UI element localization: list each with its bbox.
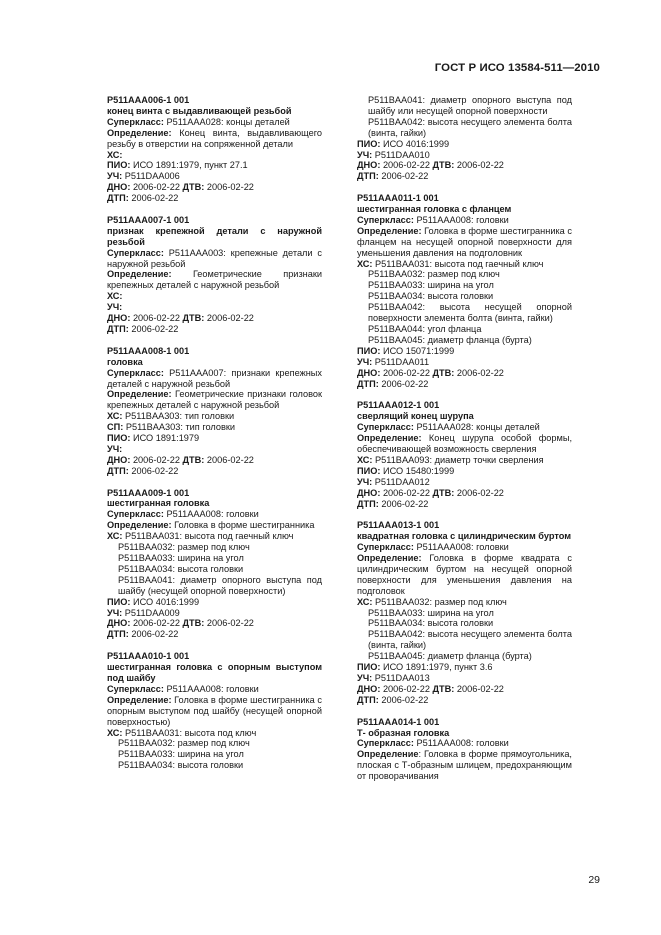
field-label: ХС: — [357, 454, 373, 465]
field-label: Суперкласс: — [107, 116, 164, 127]
field-line — [341, 695, 572, 706]
field-value: Конец винта, выдавливающего резьбу в отверстии на сопряженной детали — [107, 127, 322, 149]
field-line — [91, 389, 322, 411]
field-label: ПИО: — [107, 433, 131, 444]
field-label: ДТП: — [107, 465, 129, 476]
field-label: ДТП: — [357, 171, 379, 182]
field-label: ДТВ: — [432, 487, 455, 498]
field-line — [91, 509, 322, 520]
field-label: ПИО: — [357, 662, 381, 673]
field-value: P511BAA031: высота под гаечный ключ — [372, 258, 544, 269]
field-line — [91, 368, 322, 390]
field-label: Определение: — [107, 694, 172, 705]
field-value: Головка в форме шестигранника с опорным выступом под шайбу (несущей опорной поверхностью) — [107, 694, 322, 727]
field-label: ХС: — [107, 149, 123, 160]
term-code: P511AAA008-1 001 — [107, 345, 190, 356]
field-line — [91, 302, 322, 313]
field-line — [91, 597, 322, 608]
field-line — [91, 248, 322, 270]
field-label: ДТП: — [107, 193, 129, 204]
field-label: Определение: — [107, 269, 172, 280]
field-line — [91, 171, 322, 182]
field-label: Суперкласс: — [107, 683, 164, 694]
field-label: ПИО: — [357, 138, 381, 149]
term-title: шестигранная головка с опорным выступом под шайбу — [107, 662, 322, 683]
field-label: Суперкласс: — [357, 214, 414, 225]
term-entry — [341, 193, 572, 389]
field-value: 2006-02-22 — [380, 160, 433, 171]
field-label: Суперкласс: — [357, 422, 414, 433]
property-line: P511BAA033: ширина на угол — [368, 280, 494, 291]
field-line — [341, 542, 572, 553]
document-header: ГОСТ Р ИСО 13584-511—2010 — [434, 62, 600, 74]
field-label: ДНО: — [107, 454, 131, 465]
field-label: УЧ: — [357, 672, 373, 683]
field-label: ПИО: — [107, 160, 131, 171]
field-label: ДТВ: — [432, 367, 455, 378]
field-label: СП: — [107, 422, 124, 433]
field-line — [91, 182, 322, 193]
field-value: : Головка в форме прямоугольника, плоская с Т-образным шлицем, предохраняющим от проворачивания — [357, 749, 572, 782]
field-line — [341, 488, 572, 499]
field-value: P511DAA011 — [372, 356, 430, 367]
field-label: ДТВ: — [432, 160, 455, 171]
field-label: ДНО: — [357, 160, 381, 171]
property-line: P511BAA045: диаметр фланца (бурта) — [368, 651, 532, 662]
field-label: ДТВ: — [432, 683, 455, 694]
field-value: 2006-02-22 — [128, 193, 179, 204]
field-value: P511AAA008: головки — [163, 509, 259, 520]
field-label: ПИО: — [107, 596, 131, 607]
field-line — [91, 531, 322, 542]
field-line — [341, 749, 572, 782]
field-label: ХС: — [107, 531, 123, 542]
field-label: ДНО: — [107, 313, 131, 324]
field-value: Головка в форме квадрата с цилиндрическим буртом на несущей опорной поверхности для уменьшения давления на подголовок — [357, 553, 572, 596]
property-line: P511BAA042: высота несущей опорной поверхности элемента болта (винта, гайки) — [368, 302, 572, 324]
field-value: P511BAA031: высота под ключ — [122, 727, 257, 738]
field-value: P511DAA010 — [372, 149, 430, 160]
property-line: P511BAA034: высота головки — [368, 618, 494, 629]
field-line — [91, 117, 322, 128]
field-line — [341, 226, 572, 259]
field-label: ДТП: — [357, 378, 379, 389]
field-value: 2006-02-22 — [204, 182, 254, 193]
field-line — [91, 193, 322, 204]
field-value: 2006-02-22 — [128, 465, 179, 476]
field-label: Определение — [357, 749, 419, 760]
field-line — [341, 553, 572, 597]
field-value: Головка в форме шестигранника с фланцем на несущей опорной поверхности для уменьшения давления на подголовник — [357, 225, 572, 258]
property-line: P511BAA032: размер под ключ — [118, 738, 250, 749]
field-label: УЧ: — [107, 302, 123, 313]
field-line — [341, 662, 572, 673]
field-value: Конец шурупа особой формы, обеспечивающей возможность сверления — [357, 433, 572, 454]
field-line — [91, 411, 322, 422]
field-line — [91, 684, 322, 695]
term-code: P511AAA011-1 001 — [357, 193, 439, 204]
field-label: ПИО: — [357, 345, 381, 356]
field-value: 2006-02-22 — [130, 618, 183, 629]
field-label: УЧ: — [357, 149, 373, 160]
field-line — [91, 269, 322, 291]
field-value: P511AAA028: концы деталей — [163, 116, 290, 127]
field-value: 2006-02-22 — [378, 498, 429, 509]
field-value: 2006-02-22 — [204, 313, 254, 324]
field-value: P511DAA006 — [122, 171, 180, 182]
field-label: ДНО: — [357, 487, 381, 498]
field-value: ИСО 4016:1999 — [130, 596, 200, 607]
field-line — [91, 324, 322, 335]
term-code: P511AAA012-1 001 — [357, 400, 440, 411]
field-value: P511BAA031: высота под гаечный ключ — [122, 531, 294, 542]
field-value: P511AAA008: головки — [413, 542, 509, 553]
field-line — [341, 455, 572, 466]
field-label: ДТВ: — [182, 454, 205, 465]
field-line — [341, 346, 572, 357]
field-value: 2006-02-22 — [454, 160, 504, 171]
property-line: P511BAA044: угол фланца — [368, 324, 482, 335]
term-entry — [91, 215, 322, 335]
term-entry — [91, 651, 322, 771]
field-line — [91, 160, 322, 171]
field-value: 2006-02-22 — [130, 313, 183, 324]
field-label: ДТП: — [107, 324, 129, 335]
property-line: P511BAA042: высота несущего элемента болта (винта, гайки) — [368, 629, 572, 651]
field-line — [91, 618, 322, 629]
field-label: ДНО: — [357, 683, 381, 694]
field-value: 2006-02-22 — [380, 487, 433, 498]
field-line — [341, 433, 572, 455]
term-code: P511AAA014-1 001 — [357, 716, 440, 727]
field-line — [91, 433, 322, 444]
field-label: ДНО: — [357, 367, 381, 378]
property-line: P511BAA042: высота несущего элемента болта (винта, гайки) — [368, 116, 572, 138]
field-label: ДНО: — [107, 618, 131, 629]
field-label: УЧ: — [107, 607, 123, 618]
property-line: P511BAA034: высота головки — [368, 291, 494, 302]
property-line: P511BAA034: высота головки — [118, 563, 244, 574]
field-line — [341, 684, 572, 695]
term-code: P511AAA013-1 001 — [357, 520, 440, 531]
field-value: 2006-02-22 — [378, 378, 429, 389]
field-value: P511AAA008: головки — [413, 214, 509, 225]
field-line — [341, 422, 572, 433]
property-line: P511BAA032: размер под ключ — [368, 269, 500, 280]
field-value: 2006-02-22 — [378, 694, 429, 705]
term-entry — [341, 400, 572, 509]
term-title: признак крепежной детали с наружной резьбой — [107, 225, 322, 247]
field-line — [341, 738, 572, 749]
field-line — [91, 520, 322, 531]
property-line: P511BAA041: диаметр опорного выступа под шайбу (несущей опорной поверхности) — [118, 574, 322, 596]
field-line — [91, 695, 322, 728]
field-label: ДТВ: — [182, 618, 205, 629]
field-label: Суперкласс: — [107, 247, 164, 258]
term-entry — [341, 520, 572, 705]
field-label: ХС: — [357, 258, 373, 269]
field-value: P511BAA093: диаметр точки сверления — [372, 454, 544, 465]
field-value: 2006-02-22 — [380, 367, 433, 378]
field-value: P511DAA013 — [372, 672, 430, 683]
page-number: 29 — [588, 874, 600, 886]
field-value: P511AAA028: концы деталей — [413, 422, 540, 433]
term-title: сверлящий конец шурупа — [357, 411, 474, 422]
field-label: Суперкласс: — [357, 738, 414, 749]
field-line — [91, 128, 322, 150]
field-value: 2006-02-22 — [204, 618, 254, 629]
field-value: 2006-02-22 — [130, 454, 183, 465]
field-label: УЧ: — [107, 443, 123, 454]
right-column — [341, 95, 572, 782]
field-value: P511AAA008: головки — [163, 683, 259, 694]
field-label: Суперкласс: — [107, 509, 164, 520]
field-label: Суперкласс: — [107, 367, 164, 378]
field-label: УЧ: — [107, 171, 123, 182]
field-value: ИСО 15480:1999 — [380, 465, 455, 476]
field-value: P511AAA007: признаки крепежных деталей с наружной резьбой — [107, 367, 322, 389]
field-value: ИСО 4016:1999 — [380, 138, 450, 149]
field-label: ПИО: — [357, 465, 381, 476]
field-value: P511BAA032: размер под ключ — [372, 596, 507, 607]
field-line — [91, 422, 322, 433]
property-line: P511BAA045: диаметр фланца (бурта) — [368, 334, 532, 345]
field-line — [341, 368, 572, 379]
field-label: ДТП: — [107, 629, 129, 640]
field-value: 2006-02-22 — [454, 487, 504, 498]
field-line — [91, 466, 322, 477]
field-value: P511AAA003: крепежные детали с наружной резьбой — [107, 247, 322, 269]
term-title: головка — [107, 356, 143, 367]
field-value: P511DAA012 — [372, 476, 430, 487]
field-line — [341, 379, 572, 390]
property-line: P511BAA033: ширина на угол — [118, 749, 244, 760]
field-label: Определение: — [107, 520, 172, 531]
field-label: Определение: — [357, 433, 422, 444]
field-label: ДТВ: — [182, 182, 205, 193]
property-line: P511BAA041: диаметр опорного выступа под шайбу или несущей опорной поверхности — [368, 95, 572, 116]
term-code: P511AAA009-1 001 — [107, 487, 190, 498]
field-value: P511BAA303: тип головки — [123, 422, 235, 433]
field-line — [341, 171, 572, 182]
field-line — [341, 477, 572, 488]
field-line — [341, 466, 572, 477]
field-line — [341, 150, 572, 161]
field-value: P511DAA009 — [122, 607, 180, 618]
field-line — [91, 629, 322, 640]
field-value: 2006-02-22 — [128, 629, 179, 640]
field-line — [91, 608, 322, 619]
field-value: Головка в форме шестигранника — [171, 520, 315, 531]
field-label: ДНО: — [107, 182, 131, 193]
field-label: ХС: — [107, 291, 123, 302]
field-label: УЧ: — [357, 476, 373, 487]
field-line — [91, 313, 322, 324]
field-label: ДТП: — [357, 498, 379, 509]
field-value: 2006-02-22 — [130, 182, 183, 193]
field-value: Геометрические признаки головок крепежных деталей с наружной резьбой — [107, 389, 322, 411]
field-label: ДТП: — [357, 694, 379, 705]
property-line: P511BAA032: размер под ключ — [118, 542, 250, 553]
field-line — [91, 291, 322, 302]
field-line — [341, 139, 572, 150]
property-line: P511BAA033: ширина на угол — [368, 607, 494, 618]
field-label: Определение: — [107, 127, 172, 138]
field-line — [341, 597, 572, 608]
field-label: ДТВ: — [182, 313, 205, 324]
term-entry — [91, 346, 322, 477]
term-code: P511AAA007-1 001 — [107, 214, 190, 225]
field-value: ИСО 1891:1979 — [130, 433, 200, 444]
term-entry — [341, 95, 572, 182]
field-label: Определение: — [357, 225, 422, 236]
term-code: P511AAA006-1 001 — [107, 95, 190, 105]
field-value: 2006-02-22 — [378, 171, 429, 182]
term-entry — [341, 717, 572, 782]
field-line — [91, 150, 322, 161]
term-title: Т- образная головка — [357, 727, 450, 738]
field-label: Определение: — [107, 389, 172, 400]
field-value: 2006-02-22 — [380, 683, 433, 694]
field-line — [91, 728, 322, 739]
field-line — [341, 259, 572, 270]
property-line: P511BAA033: ширина на угол — [118, 553, 244, 564]
field-value: P511BAA303: тип головки — [122, 411, 235, 422]
field-value: 2006-02-22 — [204, 454, 254, 465]
field-line — [341, 215, 572, 226]
field-line — [341, 357, 572, 368]
property-line: P511BAA034: высота головки — [118, 760, 244, 771]
field-value: ИСО 15071:1999 — [380, 345, 455, 356]
field-label: ХС: — [107, 727, 123, 738]
term-title: шестигранная головка с фланцем — [357, 204, 512, 215]
term-title: шестигранная головка — [107, 498, 210, 509]
term-title: конец винта с выдавливающей резьбой — [107, 105, 292, 116]
field-line — [341, 499, 572, 510]
field-line — [91, 455, 322, 466]
field-line — [341, 160, 572, 171]
term-title: квадратная головка с цилиндрическим буртом — [357, 531, 571, 542]
field-value: Геометрические признаки крепежных деталей с наружной резьбой — [107, 269, 322, 291]
term-entry — [91, 488, 322, 641]
field-label: Суперкласс: — [357, 542, 414, 553]
field-label: ХС: — [357, 596, 373, 607]
field-label: УЧ: — [357, 356, 373, 367]
field-value: 2006-02-22 — [454, 367, 504, 378]
field-value: ИСО 1891:1979, пункт 3.6 — [380, 662, 493, 673]
field-value: ИСО 1891:1979, пункт 27.1 — [130, 160, 248, 171]
field-line — [341, 673, 572, 684]
field-value: P511AAA008: головки — [413, 738, 509, 749]
term-entry — [91, 95, 322, 204]
field-label: Определение: — [357, 553, 422, 564]
field-label: ХС: — [107, 411, 123, 422]
field-value: 2006-02-22 — [128, 324, 179, 335]
field-value: 2006-02-22 — [454, 683, 504, 694]
left-column — [91, 95, 322, 771]
term-code: P511AAA010-1 001 — [107, 651, 190, 662]
field-line — [91, 444, 322, 455]
